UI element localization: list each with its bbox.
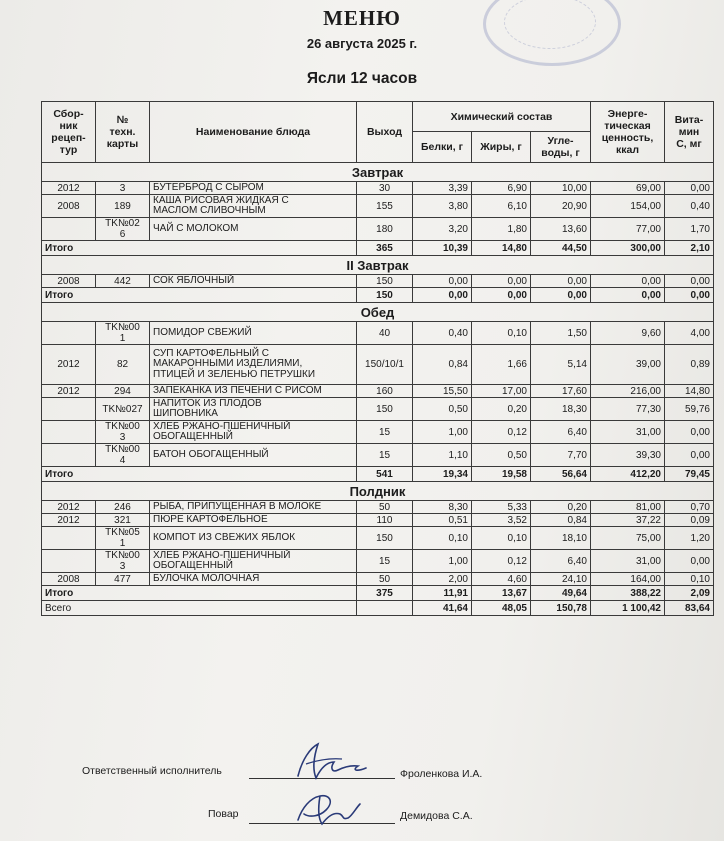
dish-fat: 4,60	[472, 573, 531, 586]
dish-name: ПОМИДОР СВЕЖИЙ	[150, 322, 357, 345]
recipe-collection: 2012	[42, 501, 96, 514]
dish-energy: 77,00	[591, 218, 665, 241]
section-total-row	[42, 288, 714, 303]
dish-yield: 40	[357, 322, 413, 345]
tech-card-number: TK№00 3	[96, 421, 150, 444]
grand-total-yield	[357, 601, 413, 616]
dish-fat: 0,12	[472, 550, 531, 573]
total-yield: 375	[357, 586, 413, 601]
dish-row	[42, 275, 714, 288]
dish-name: ХЛЕБ РЖАНО-ПШЕНИЧНЫЙ ОБОГАЩЕННЫЙ	[150, 421, 357, 444]
dish-yield: 150/10/1	[357, 345, 413, 385]
dish-protein: 3,80	[413, 195, 472, 218]
dish-row	[42, 421, 714, 444]
dish-energy: 69,00	[591, 182, 665, 195]
responsible-signature	[292, 740, 372, 782]
dish-yield: 15	[357, 444, 413, 467]
dish-carbs: 20,90	[531, 195, 591, 218]
total-fat: 0,00	[472, 288, 531, 303]
tech-card-number: TK№00 1	[96, 322, 150, 345]
dish-name: ЧАЙ С МОЛОКОМ	[150, 218, 357, 241]
dish-yield: 50	[357, 501, 413, 514]
dish-row	[42, 527, 714, 550]
dish-name: ЗАПЕКАНКА ИЗ ПЕЧЕНИ С РИСОМ	[150, 385, 357, 398]
total-energy: 0,00	[591, 288, 665, 303]
grand-total-label: Всего	[42, 601, 357, 616]
cook-label: Повар	[208, 808, 239, 820]
dish-carbs: 1,50	[531, 322, 591, 345]
dish-row	[42, 398, 714, 421]
header-chemical-composition: Химический состав	[413, 102, 591, 132]
dish-protein: 3,39	[413, 182, 472, 195]
dish-protein: 0,51	[413, 514, 472, 527]
dish-fat: 0,12	[472, 421, 531, 444]
dish-fat: 0,20	[472, 398, 531, 421]
dish-carbs: 18,30	[531, 398, 591, 421]
total-vitamin-c: 0,00	[665, 288, 714, 303]
total-label: Итого	[42, 586, 357, 601]
recipe-collection: 2012	[42, 182, 96, 195]
section-title: Обед	[42, 303, 714, 322]
total-protein: 0,00	[413, 288, 472, 303]
dish-row	[42, 182, 714, 195]
tech-card-number: 3	[96, 182, 150, 195]
dish-fat: 6,10	[472, 195, 531, 218]
dish-carbs: 10,00	[531, 182, 591, 195]
header-energy: Энерге- тическая ценность, ккал	[591, 102, 665, 163]
dish-energy: 81,00	[591, 501, 665, 514]
menu-table	[41, 101, 714, 616]
dish-vitamin-c: 59,76	[665, 398, 714, 421]
dish-carbs: 7,70	[531, 444, 591, 467]
dish-row	[42, 195, 714, 218]
dish-carbs: 18,10	[531, 527, 591, 550]
dish-fat: 6,90	[472, 182, 531, 195]
total-protein: 19,34	[413, 467, 472, 482]
dish-name: СОК ЯБЛОЧНЫЙ	[150, 275, 357, 288]
table-header-row	[42, 102, 714, 132]
dish-carbs: 6,40	[531, 550, 591, 573]
dish-yield: 155	[357, 195, 413, 218]
recipe-collection	[42, 444, 96, 467]
dish-row	[42, 322, 714, 345]
dish-energy: 39,00	[591, 345, 665, 385]
dish-protein: 0,84	[413, 345, 472, 385]
tech-card-number: 294	[96, 385, 150, 398]
recipe-collection	[42, 527, 96, 550]
menu-body	[42, 163, 714, 616]
tech-card-number: 442	[96, 275, 150, 288]
total-yield: 150	[357, 288, 413, 303]
dish-row	[42, 385, 714, 398]
dish-protein: 0,50	[413, 398, 472, 421]
section-header-row	[42, 163, 714, 182]
dish-yield: 150	[357, 527, 413, 550]
dish-name: БАТОН ОБОГАЩЕННЫЙ	[150, 444, 357, 467]
dish-carbs: 24,10	[531, 573, 591, 586]
total-vitamin-c: 2,09	[665, 586, 714, 601]
dish-protein: 2,00	[413, 573, 472, 586]
dish-vitamin-c: 1,20	[665, 527, 714, 550]
section-total-row	[42, 241, 714, 256]
dish-energy: 9,60	[591, 322, 665, 345]
dish-vitamin-c: 0,70	[665, 501, 714, 514]
dish-fat: 0,50	[472, 444, 531, 467]
dish-name: ХЛЕБ РЖАНО-ПШЕНИЧНЫЙ ОБОГАЩЕННЫЙ	[150, 550, 357, 573]
dish-row	[42, 573, 714, 586]
recipe-collection: 2008	[42, 195, 96, 218]
dish-energy: 75,00	[591, 527, 665, 550]
cook-name: Демидова С.А.	[400, 810, 473, 822]
dish-vitamin-c: 0,00	[665, 182, 714, 195]
tech-card-number: 189	[96, 195, 150, 218]
dish-energy: 31,00	[591, 421, 665, 444]
dish-yield: 15	[357, 421, 413, 444]
dish-carbs: 0,20	[531, 501, 591, 514]
section-title: II Завтрак	[42, 256, 714, 275]
section-header-row	[42, 256, 714, 275]
dish-fat: 1,80	[472, 218, 531, 241]
menu-date: 26 августа 2025 г.	[306, 36, 418, 51]
dish-fat: 17,00	[472, 385, 531, 398]
dish-protein: 0,40	[413, 322, 472, 345]
dish-vitamin-c: 4,00	[665, 322, 714, 345]
tech-card-number: 246	[96, 501, 150, 514]
total-protein: 10,39	[413, 241, 472, 256]
section-title: Завтрак	[42, 163, 714, 182]
dish-vitamin-c: 14,80	[665, 385, 714, 398]
total-fat: 14,80	[472, 241, 531, 256]
dish-vitamin-c: 0,00	[665, 421, 714, 444]
total-carbs: 44,50	[531, 241, 591, 256]
dish-protein: 8,30	[413, 501, 472, 514]
dish-protein: 1,10	[413, 444, 472, 467]
dish-name: БУТЕРБРОД С СЫРОМ	[150, 182, 357, 195]
total-energy: 412,20	[591, 467, 665, 482]
header-protein: Белки, г	[413, 132, 472, 163]
dish-energy: 77,30	[591, 398, 665, 421]
total-carbs: 0,00	[531, 288, 591, 303]
dish-fat: 0,10	[472, 527, 531, 550]
recipe-collection	[42, 398, 96, 421]
recipe-collection: 2012	[42, 345, 96, 385]
dish-energy: 31,00	[591, 550, 665, 573]
total-fat: 19,58	[472, 467, 531, 482]
total-carbs: 49,64	[531, 586, 591, 601]
grand-total-fat: 48,05	[472, 601, 531, 616]
recipe-collection	[42, 550, 96, 573]
tech-card-number: TK№00 3	[96, 550, 150, 573]
recipe-collection: 2008	[42, 275, 96, 288]
dish-protein: 0,00	[413, 275, 472, 288]
dish-yield: 150	[357, 398, 413, 421]
grand-total-vitamin-c: 83,64	[665, 601, 714, 616]
total-energy: 300,00	[591, 241, 665, 256]
header-yield: Выход	[357, 102, 413, 163]
dish-carbs: 0,84	[531, 514, 591, 527]
cook-signature	[290, 790, 370, 830]
header-fat: Жиры, г	[472, 132, 531, 163]
dish-energy: 0,00	[591, 275, 665, 288]
total-label: Итого	[42, 241, 357, 256]
section-title: Полдник	[42, 482, 714, 501]
recipe-collection	[42, 322, 96, 345]
dish-name: СУП КАРТОФЕЛЬНЫЙ С МАКАРОННЫМИ ИЗДЕЛИЯМИ, ПТИЦЕЙ И ЗЕЛЕНЬЮ ПЕТРУШКИ	[150, 345, 357, 385]
dish-yield: 150	[357, 275, 413, 288]
recipe-collection: 2008	[42, 573, 96, 586]
page-title: МЕНЮ	[323, 6, 401, 30]
dish-yield: 160	[357, 385, 413, 398]
recipe-collection: 2012	[42, 385, 96, 398]
dish-carbs: 0,00	[531, 275, 591, 288]
dish-name: РЫБА, ПРИПУЩЕННАЯ В МОЛОКЕ	[150, 501, 357, 514]
dish-vitamin-c: 0,00	[665, 275, 714, 288]
total-yield: 541	[357, 467, 413, 482]
dish-energy: 216,00	[591, 385, 665, 398]
age-group-title: Ясли 12 часов	[306, 70, 418, 87]
dish-protein: 3,20	[413, 218, 472, 241]
total-fat: 13,67	[472, 586, 531, 601]
dish-vitamin-c: 0,00	[665, 444, 714, 467]
section-total-row	[42, 467, 714, 482]
dish-vitamin-c: 0,10	[665, 573, 714, 586]
header-collection: Сбор- ник рецеп- тур	[42, 102, 96, 163]
section-header-row	[42, 482, 714, 501]
grand-total-energy: 1 100,42	[591, 601, 665, 616]
header-carbs: Угле- воды, г	[531, 132, 591, 163]
dish-carbs: 17,60	[531, 385, 591, 398]
dish-name: БУЛОЧКА МОЛОЧНАЯ	[150, 573, 357, 586]
dish-energy: 154,00	[591, 195, 665, 218]
total-energy: 388,22	[591, 586, 665, 601]
dish-fat: 0,10	[472, 322, 531, 345]
dish-protein: 0,10	[413, 527, 472, 550]
dish-row	[42, 345, 714, 385]
dish-fat: 5,33	[472, 501, 531, 514]
recipe-collection: 2012	[42, 514, 96, 527]
dish-row	[42, 444, 714, 467]
dish-vitamin-c: 0,09	[665, 514, 714, 527]
tech-card-number: 82	[96, 345, 150, 385]
header-vitamin: Вита- мин С, мг	[665, 102, 714, 163]
tech-card-number: TK№05 1	[96, 527, 150, 550]
responsible-name: Фроленкова И.А.	[400, 768, 483, 780]
recipe-collection	[42, 421, 96, 444]
dish-row	[42, 501, 714, 514]
tech-card-number: 321	[96, 514, 150, 527]
dish-row	[42, 218, 714, 241]
dish-vitamin-c: 1,70	[665, 218, 714, 241]
total-vitamin-c: 79,45	[665, 467, 714, 482]
tech-card-number: TK№027	[96, 398, 150, 421]
dish-yield: 30	[357, 182, 413, 195]
dish-energy: 39,30	[591, 444, 665, 467]
grand-total-row	[42, 601, 714, 616]
dish-vitamin-c: 0,89	[665, 345, 714, 385]
dish-name: КАША РИСОВАЯ ЖИДКАЯ С МАСЛОМ СЛИВОЧНЫМ	[150, 195, 357, 218]
grand-total-protein: 41,64	[413, 601, 472, 616]
dish-energy: 37,22	[591, 514, 665, 527]
tech-card-number: TK№02 6	[96, 218, 150, 241]
total-protein: 11,91	[413, 586, 472, 601]
total-yield: 365	[357, 241, 413, 256]
dish-fat: 0,00	[472, 275, 531, 288]
dish-protein: 1,00	[413, 421, 472, 444]
total-label: Итого	[42, 288, 357, 303]
responsible-label: Ответственный исполнитель	[82, 765, 222, 777]
dish-yield: 15	[357, 550, 413, 573]
total-vitamin-c: 2,10	[665, 241, 714, 256]
tech-card-number: 477	[96, 573, 150, 586]
dish-carbs: 5,14	[531, 345, 591, 385]
header-dish-name: Наименование блюда	[150, 102, 357, 163]
dish-carbs: 13,60	[531, 218, 591, 241]
tech-card-number: TK№00 4	[96, 444, 150, 467]
dish-vitamin-c: 0,00	[665, 550, 714, 573]
dish-fat: 3,52	[472, 514, 531, 527]
dish-yield: 50	[357, 573, 413, 586]
dish-name: ПЮРЕ КАРТОФЕЛЬНОЕ	[150, 514, 357, 527]
recipe-collection	[42, 218, 96, 241]
dish-row	[42, 514, 714, 527]
dish-carbs: 6,40	[531, 421, 591, 444]
total-label: Итого	[42, 467, 357, 482]
dish-protein: 1,00	[413, 550, 472, 573]
dish-row	[42, 550, 714, 573]
dish-name: НАПИТОК ИЗ ПЛОДОВ ШИПОВНИКА	[150, 398, 357, 421]
grand-total-carbs: 150,78	[531, 601, 591, 616]
dish-yield: 110	[357, 514, 413, 527]
dish-fat: 1,66	[472, 345, 531, 385]
dish-protein: 15,50	[413, 385, 472, 398]
dish-vitamin-c: 0,40	[665, 195, 714, 218]
section-header-row	[42, 303, 714, 322]
header-tech-card: № техн. карты	[96, 102, 150, 163]
dish-yield: 180	[357, 218, 413, 241]
total-carbs: 56,64	[531, 467, 591, 482]
dish-name: КОМПОТ ИЗ СВЕЖИХ ЯБЛОК	[150, 527, 357, 550]
section-total-row	[42, 586, 714, 601]
dish-energy: 164,00	[591, 573, 665, 586]
